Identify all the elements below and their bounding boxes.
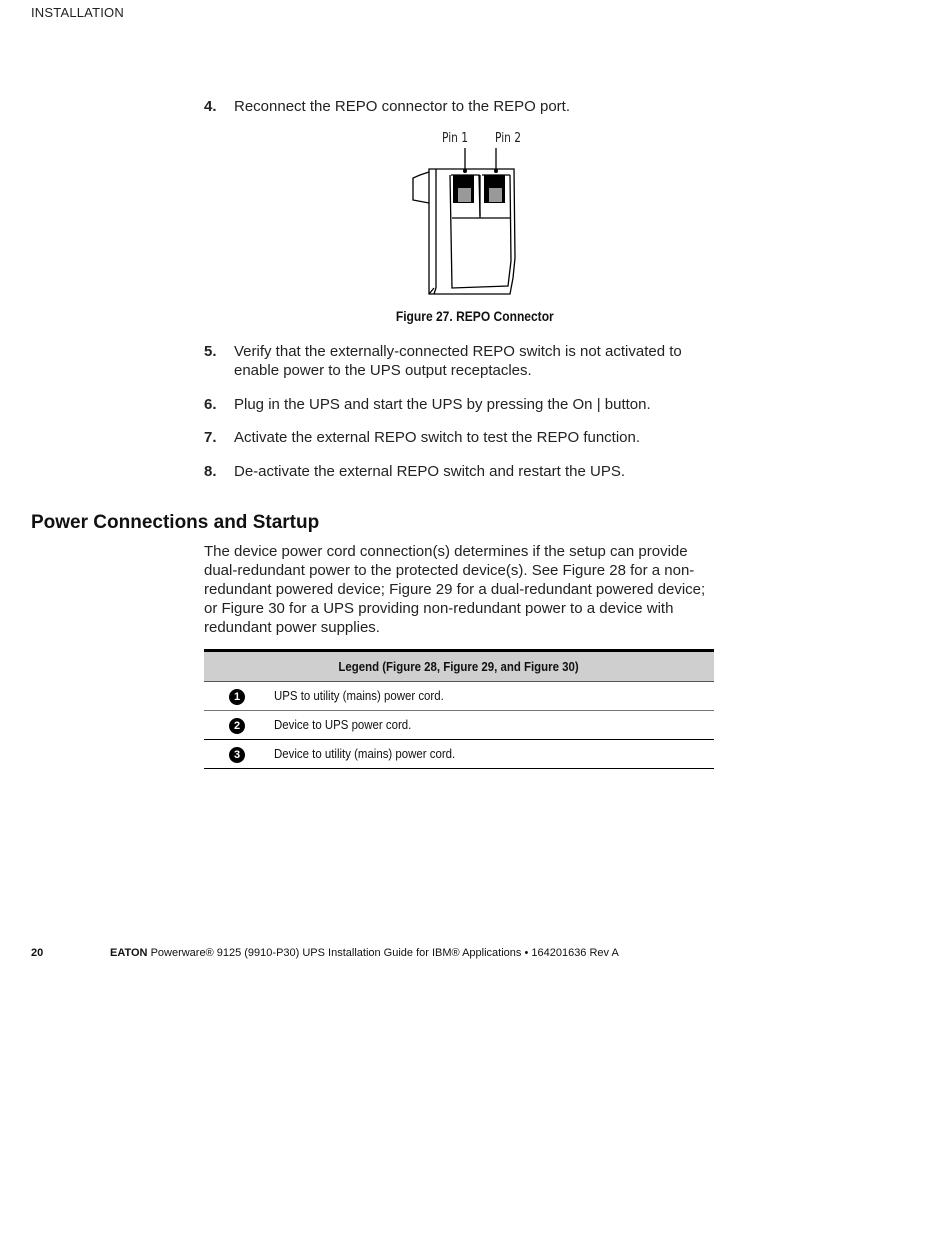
legend-number-badge: 2 [229,718,245,734]
step-number: 5. [204,343,217,360]
step-text: Plug in the UPS and start the UPS by pressing the On | button. [234,396,651,413]
step-number: 8. [204,463,217,480]
pin-1-label: Pin 1 [442,131,469,146]
brand-name: EATON [110,947,148,959]
document-title: Powerware® 9125 (9910-P30) UPS Installation Guide for IBM® Applications • 164201636 Rev A [150,947,619,959]
repo-connector-diagram [400,128,550,303]
step-text: Verify that the externally-connected REPO switch is not activated to enable power to the UPS output receptacles. [234,343,682,379]
section-paragraph: The device power cord connection(s) determines if the setup can provide dual-redundant power to the protected device(s). See Figure 28 for a non-redundant powered device; Figure 29 for a dual-redundant powered device; or Figure 30 for a UPS providing non-redundant power to a device with redundant power supplies. [204,543,706,636]
legend-row [204,711,714,740]
pin-2-label: Pin 2 [495,131,522,146]
legend-number-badge: 1 [229,689,245,705]
legend-description: UPS to utility (mains) power cord. [274,688,444,703]
legend-description: Device to utility (mains) power cord. [274,746,456,761]
legend-table [204,649,714,769]
running-header: INSTALLATION [31,5,124,20]
legend-number-badge: 3 [229,747,245,763]
step-text: De-activate the external REPO switch and restart the UPS. [234,463,626,480]
step-5 [204,342,724,380]
step-text: Activate the external REPO switch to test the REPO function. [234,429,641,446]
legend-description: Device to UPS power cord. [274,717,412,732]
legend-row [204,682,714,711]
step-number: 6. [204,396,217,413]
figure-caption: Figure 27. REPO Connector [396,308,554,324]
step-4 [204,97,724,116]
step-8 [204,462,724,481]
step-6 [204,395,724,414]
step-text: Reconnect the REPO connector to the REPO port. [234,98,571,115]
footer-title [110,947,619,959]
page-number: 20 [31,947,44,959]
step-number: 4. [204,98,217,115]
step-7 [204,428,724,447]
legend-row [204,740,714,769]
legend-header: Legend (Figure 28, Figure 29, and Figure 30) [204,652,714,682]
step-number: 7. [204,429,217,446]
section-heading: Power Connections and Startup [31,512,320,533]
